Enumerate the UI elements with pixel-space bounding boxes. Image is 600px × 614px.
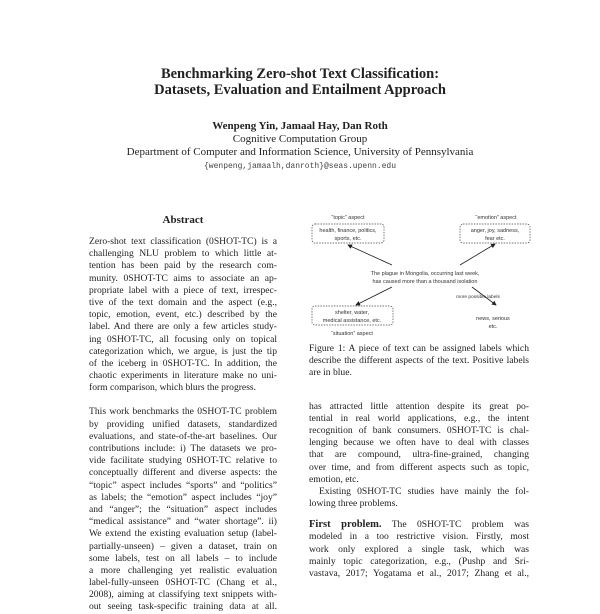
intro-paragraph xyxy=(89,406,277,613)
text-line: of the iceberg in 0SHOT-TC. In addition, the xyxy=(89,357,277,369)
text-line: munity. 0SHOT-TC aims to associate an ap- xyxy=(89,272,277,284)
text-line: vastava, 2017; Yogatama et al., 2017; Zhang et al., xyxy=(309,568,529,579)
email: {wenpeng,jamaalh,danroth}@seas.upenn.edu xyxy=(203,162,397,171)
paragraph xyxy=(309,401,529,486)
paper-title xyxy=(0,66,600,98)
affiliation-department: Department of Computer and Information Science, University of Pennsylvania xyxy=(126,146,474,158)
topic-aspect-label: “topic” aspect xyxy=(331,215,365,221)
text-line: tential in real world applications, e.g., the intent xyxy=(309,412,529,424)
text-line: out seeing task-specific training data at all. xyxy=(89,601,277,613)
text-line: a more challenging yet realistic evaluation xyxy=(89,564,277,576)
text-line: categorization which, we argue, is just the tip xyxy=(89,345,277,357)
text-line: contributions include: i) The datasets we pro- xyxy=(89,443,277,454)
text-line: mainly topic categorization, e.g., (Pushp and Sri- xyxy=(309,555,529,567)
text-line: are in blue. xyxy=(309,367,352,379)
text-line: as labels; the “emotion” aspect includes “joy” xyxy=(89,491,277,503)
text-line: recognition of bank consumers. 0SHOT-TC is chal- xyxy=(309,424,529,436)
first-problem-line xyxy=(309,519,529,531)
text-line: Existing 0SHOT-TC studies have mainly the fol- xyxy=(319,485,529,497)
authors: Wenpeng Yin, Jamaal Hay, Dan Roth xyxy=(212,120,388,132)
text-line: “medical assistance” and “water shortage”. ii) xyxy=(89,516,277,528)
text-line: propriate label with a piece of text, irrespec- xyxy=(89,284,277,296)
text-line: form comparison, which blurs the progress. xyxy=(89,382,257,394)
text-line: challenging NLU problem to which little at- xyxy=(89,248,277,260)
paragraph xyxy=(309,531,529,580)
abstract-heading: Abstract xyxy=(162,214,204,226)
paragraph xyxy=(309,486,529,510)
text-line: over time, and from different aspects such as topic, xyxy=(309,461,529,473)
text-line: conceptually different and diverse aspects: the xyxy=(89,467,277,479)
arrow xyxy=(460,244,495,265)
emotion-aspect-label: “emotion” aspect xyxy=(475,215,517,221)
text-line: chaotic experiments in literature make no uni- xyxy=(89,370,277,382)
news-labels: etc. xyxy=(488,324,498,330)
topic-labels: sports, etc. xyxy=(334,236,362,242)
title-line: Benchmarking Zero-shot Text Classification: xyxy=(160,66,440,82)
arrow xyxy=(348,245,392,265)
text-line: tention has been paid by the research com- xyxy=(89,260,277,272)
text-line: describe the different aspects of the text. Positive labels xyxy=(309,355,529,367)
topic-labels: health, finance, politics, xyxy=(319,228,377,234)
text-line: has attracted little attention despite its great po- xyxy=(309,400,529,412)
text-line: modeled in a too restrictive vision. Firstly, most xyxy=(309,531,529,543)
situation-aspect-label: “situation” aspect xyxy=(331,331,373,337)
example-text: has caused more than a thousand isolation xyxy=(372,279,478,285)
arrow xyxy=(356,287,392,305)
text-line: Zero-shot text classification (0SHOT-TC) is a xyxy=(89,236,277,247)
example-text: The plague in Mongolia, occurring last week, xyxy=(370,271,480,277)
right-column xyxy=(309,343,529,580)
abstract-text xyxy=(89,236,277,394)
emotion-labels: fear etc. xyxy=(485,236,505,242)
text-line: “topic” aspect includes “sports” and “politics” xyxy=(89,479,277,491)
text-line: tive of the text domain and the aspect (e.g., xyxy=(89,296,277,308)
figure-1 xyxy=(300,205,540,345)
text-line: emotion, etc. xyxy=(309,473,359,485)
situation-labels: shelter, water, xyxy=(335,310,369,316)
text-line: some labels, test on all labels – to include xyxy=(89,552,277,564)
text-line: partially-unseen) – given a dataset, train on xyxy=(89,540,277,552)
news-labels: news, serious xyxy=(476,316,510,322)
paragraph-line: The 0SHOT-TC problem was xyxy=(381,519,529,531)
left-column xyxy=(89,214,277,614)
first-problem-heading: First problem. xyxy=(309,519,382,531)
affiliation-group: Cognitive Computation Group xyxy=(232,133,368,145)
text-line: This work benchmarks the 0SHOT-TC problem xyxy=(89,406,277,418)
title-line: Datasets, Evaluation and Entailment Approach xyxy=(154,82,446,98)
text-line: work only explored a single task, which was xyxy=(309,543,529,555)
text-line: that are compound, ultra-fine-grained, changing xyxy=(309,449,529,461)
text-line: lowing three problems. xyxy=(309,498,398,510)
text-line: and “anger”; the “situation” aspect includes xyxy=(89,503,277,515)
text-line: label-fully-unseen 0SHOT-TC (Chang et al., xyxy=(89,577,277,589)
text-line: ing 0SHOT-TC, all focusing only on topical xyxy=(89,333,277,345)
text-line: We extend the existing evaluation setup (label- xyxy=(89,528,277,540)
text-line: label. And there are only a few articles study- xyxy=(89,321,277,333)
more-labels-text: more possible labels xyxy=(456,295,500,300)
emotion-labels: anger, joy, sadness, xyxy=(470,228,520,234)
situation-labels: medical assistance, etc. xyxy=(322,318,382,324)
text-line: by providing unified datasets, standardized xyxy=(89,418,277,430)
text-line: topic, emotion, event, etc.) described by the xyxy=(89,309,277,321)
text-line: lenging because we often have to deal with classes xyxy=(309,437,529,449)
text-line: Figure 1: A piece of text can be assigned labels which xyxy=(309,343,529,354)
text-line: evaluations, and state-of-the-art baselines. Our xyxy=(89,430,277,442)
text-line: 2008), aiming at classifying text snippets with- xyxy=(89,589,277,601)
figure-caption xyxy=(309,343,529,380)
text-line: vide facilitate studying 0SHOT-TC relative to xyxy=(89,455,277,467)
